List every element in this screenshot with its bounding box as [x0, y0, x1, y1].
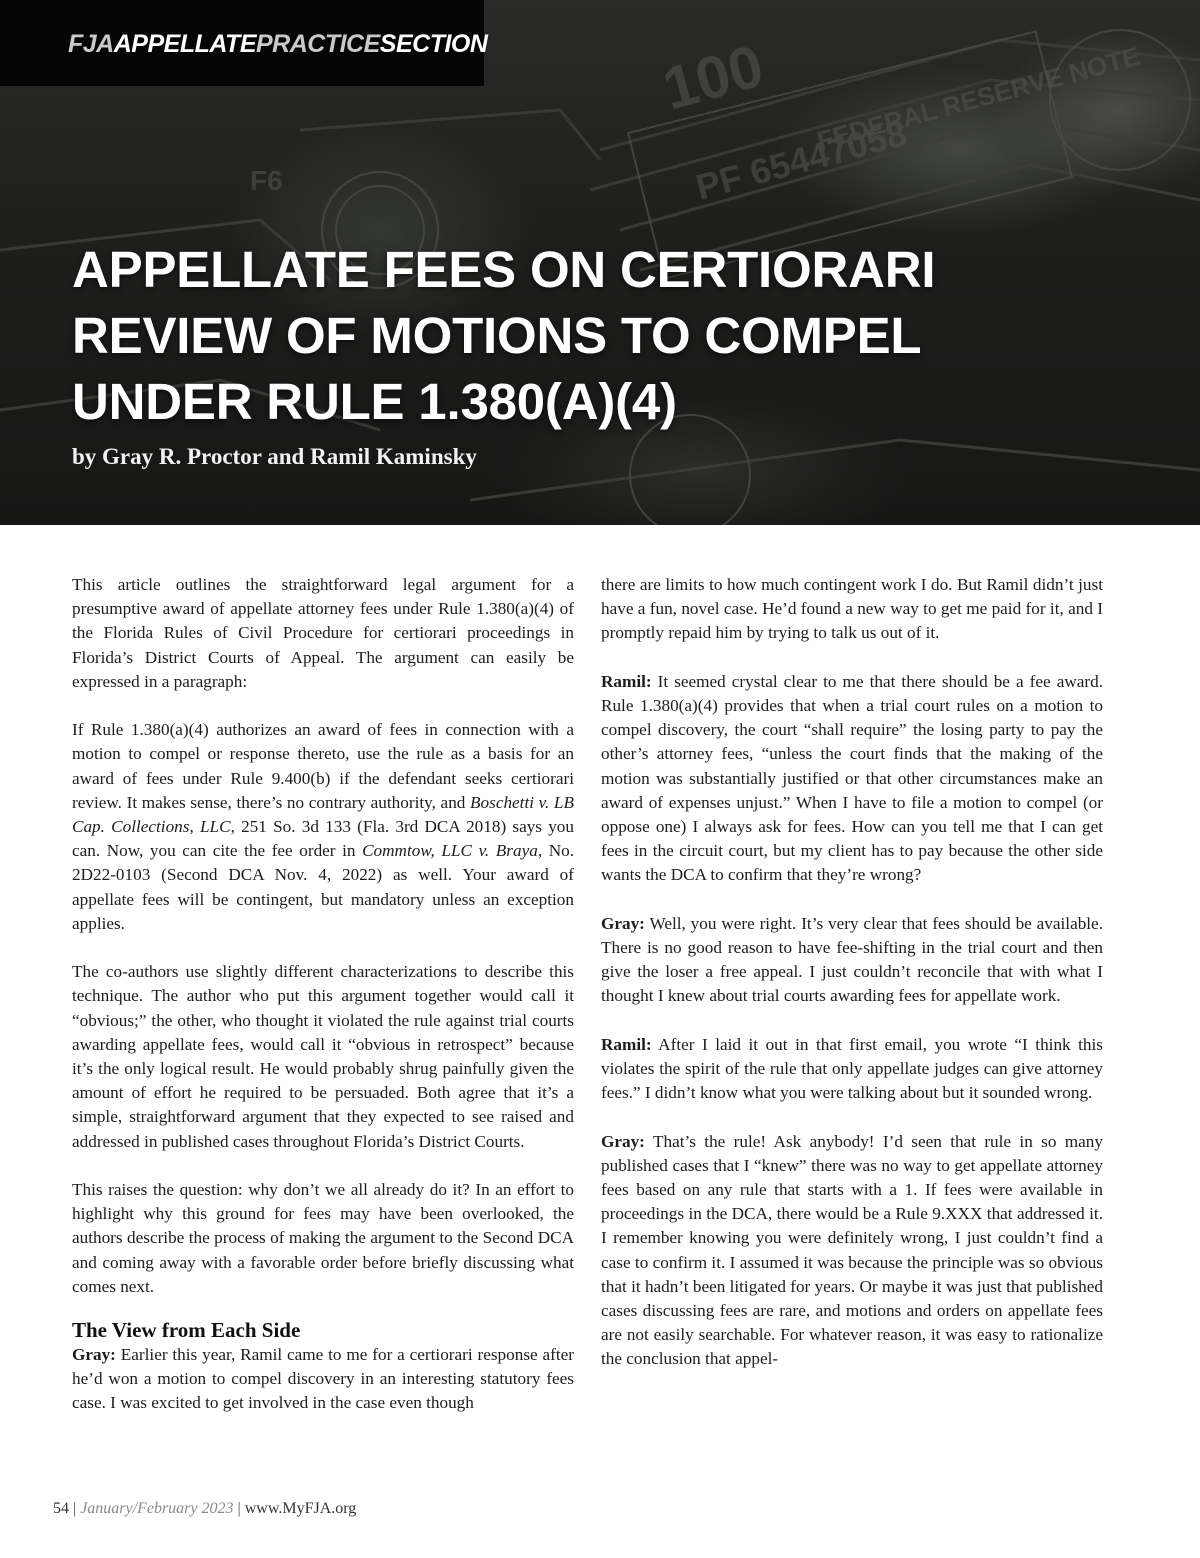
website-link[interactable]: www.MyFJA.org	[244, 1500, 357, 1517]
header-hero	[0, 0, 1200, 525]
argument-text-b: , 251 So. 3d 133 (Fla. 3rd DCA 2018) says you can. Now, you can cite the fee order in	[72, 817, 574, 861]
section-word-fja: FJA	[68, 30, 114, 58]
paragraph-gray-1	[72, 1343, 574, 1416]
speaker-label: Ramil:	[601, 671, 652, 691]
page-footer	[53, 1500, 356, 1518]
paragraph-coauthors: The co-authors use slightly different characterizations to describe this technique. The author who put this argument together would call it “obvious;” the other, who thought it violated the rule against trial courts awarding appellate fees, would call it “obvious in retrospect” because it’s the only logical result. He would probably shrug painfully given the amount of effort he required to be persuaded. Both agree that it’s a simple, straightforward argument that they expected to see raised and addressed in published cases throughout Florida’s District Courts.	[72, 962, 574, 1151]
section-bar	[0, 0, 488, 86]
svg-text:F6: F6	[250, 165, 283, 196]
svg-text:100: 100	[656, 31, 771, 123]
paragraph-gray-3	[601, 1130, 1103, 1372]
dialogue-text: That’s the rule! Ask anybody! I’d seen that rule in so many published cases that I “knew” there was no way to get appellate attorney fees based on any rule that starts with a 1. If fees were available in proceedings in the DCA, there would be a Rule 9.XXX that addressed it. I remember knowing you were definitely wrong, I just couldn’t find a case to confirm it. I assumed it was because the principle was so obvious that it hadn’t been litigated for years. Or maybe it was just that published cases discussing fees are rare, and motions and orders on appellate fees are not easily searchable. For whatever reason, it was easy to rationalize the conclusion that appel-	[601, 1131, 1103, 1369]
page-number: 54	[53, 1500, 69, 1517]
article-title	[72, 237, 1072, 435]
section-word-appellate: APPELLATE	[113, 30, 256, 58]
paragraph-gray-2	[601, 912, 1103, 1009]
paragraph-question: This raises the question: why don’t we all already do it? In an effort to highlight why this ground for fees may have been overlooked, the authors describe the process of making the argument to the Second DCA and coming away with a favorable order before briefly discussing what comes next.	[72, 1180, 574, 1296]
left-column	[72, 573, 574, 1416]
section-word-practice: PRACTICE	[256, 30, 380, 58]
byline: by Gray R. Proctor and Ramil Kaminsky	[72, 444, 477, 469]
paragraph-ramil-1	[601, 670, 1103, 888]
dialogue-text: Well, you were right. It’s very clear that fees should be available. There is no good reason to have fee-shifting in the trial court and then give the loser a free appeal. I just couldn’t reconcile that with what I thought I knew about trial courts awarding fees for appellate work.	[601, 913, 1103, 1006]
right-column	[601, 573, 1103, 1372]
dialogue-text: It seemed crystal clear to me that there should be a fee award. Rule 1.380(a)(4) provides that when a trial court rules on a motion to compel discovery, the court “shall require” the losing party to pay the other’s attorney fees, “unless the court finds that the making of the motion was substantially justified or that other circumstances make an award of expenses unjust.” When I have to file a motion to compel (or oppose one) I always ask for fees. How can you tell me that I can get fees in the circuit court, but my client has to pay because the other side wants the DCA to confirm that they’re wrong?	[601, 671, 1103, 885]
svg-text:FEDERAL RESERVE NOTE: FEDERAL RESERVE NOTE	[813, 40, 1143, 156]
section-label	[68, 30, 487, 59]
paragraph-intro: This article outlines the straightforward legal argument for a presumptive award of appellate attorney fees under Rule 1.380(a)(4) of the Florida Rules of Civil Procedure for certiorari proceedings in Florida’s District Courts of Appeal. The argument can easily be expressed in a paragraph:	[72, 575, 574, 691]
speaker-label: Ramil:	[601, 1034, 652, 1054]
section-word-section: SECTION	[379, 30, 488, 58]
title-line-1: APPELLATE FEES ON CERTIORARI	[72, 241, 936, 298]
case-citation-commtow: Commtow, LLC v. Braya	[362, 841, 538, 861]
dialogue-text: After I laid it out in that first email, you wrote “I think this violates the spirit of the rule that only appellate judges can give attorney fees.” I didn’t know what you were talking about but it sounded wrong.	[601, 1034, 1103, 1103]
footer-separator: |	[237, 1500, 241, 1517]
subheading: The View from Each Side	[72, 1318, 301, 1343]
paragraph-argument	[72, 718, 574, 936]
speaker-label: Gray:	[601, 1131, 645, 1151]
argument-text-c: , No. 2D22-0103 (Second DCA Nov. 4, 2022) as well. Your award of appellate fees will be contingent, but mandatory unless an exception applies.	[72, 841, 574, 933]
footer-separator: |	[73, 1500, 77, 1517]
svg-text:PF 65447058: PF 65447058	[691, 112, 911, 208]
title-line-2: REVIEW OF MOTIONS TO COMPEL	[72, 307, 922, 364]
title-line-3: UNDER RULE 1.380(A)(4)	[72, 373, 677, 430]
paragraph-continued: there are limits to how much contingent work I do. But Ramil didn’t just have a fun, novel case. He’d found a new way to get me paid for it, and I promptly repaid him by trying to talk us out of it.	[601, 575, 1103, 643]
speaker-label: Gray:	[72, 1345, 116, 1365]
speaker-label: Gray:	[601, 913, 645, 933]
argument-text-a: If Rule 1.380(a)(4) authorizes an award of fees in connection with a motion to compel or response thereto, use the rule as a basis for an award of fees under Rule 9.400(b) if the defendant seeks certiorari review. It makes sense, there’s no contrary authority, and	[72, 720, 574, 812]
paragraph-ramil-2	[601, 1033, 1103, 1106]
dialogue-text: Earlier this year, Ramil came to me for a certiorari response after he’d won a motion to compel discovery in an interesting statutory fees case. I was excited to get involved in the case even though	[72, 1345, 574, 1413]
issue-date: January/February 2023	[80, 1500, 234, 1517]
case-citation-boschetti: Boschetti v. LB Cap. Collections, LLC	[72, 792, 574, 837]
